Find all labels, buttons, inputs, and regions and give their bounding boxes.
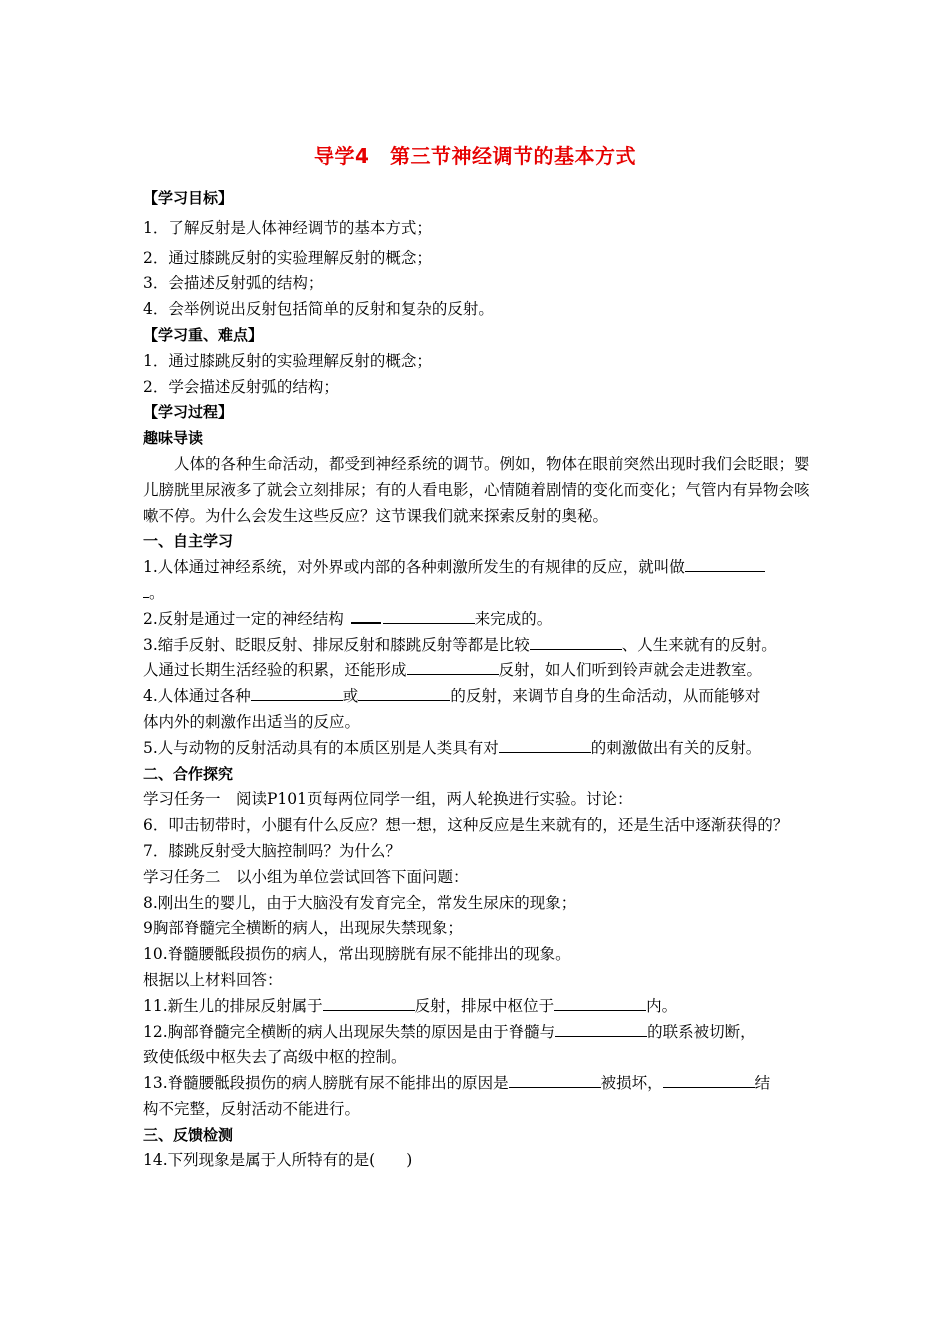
question-8: 8.刚出生的婴儿，由于大脑没有发育完全，常发生尿床的现象； [143,893,577,912]
question-7: 7．膝跳反射受大脑控制吗？为什么？ [143,841,401,860]
question-11-end: 内。 [646,996,678,1015]
answer-blank[interactable] [251,685,343,701]
dash-mark [351,612,381,624]
answer-blank[interactable] [685,556,765,572]
answer-blank[interactable] [323,995,415,1011]
question-3-cont [143,658,819,684]
key-point-item: 1．通过膝跳反射的实验理解反射的概念； [143,351,432,370]
question-3-text: 3.缩手反射、眨眼反射、排尿反射和膝跳反射等都是比较 [143,635,530,654]
question-14: 14.下列现象是属于人所特有的是( ) [143,1151,413,1170]
question-2 [143,607,819,633]
question-3-end: 反射，如人们听到铃声就会走进教室。 [498,661,763,680]
question-5-end: 的刺激做出有关的反射。 [590,738,762,757]
question-1-end: 。 [149,583,165,602]
question-13-end: 结 [754,1074,771,1093]
task-2: 学习任务二 以小组为单位尝试回答下面问题： [143,867,469,886]
goal-item: 2．通过膝跳反射的实验理解反射的概念； [143,248,432,267]
question-5 [143,736,819,762]
question-3 [143,633,819,659]
intro-heading: 趣味导读 [143,429,204,448]
question-2-text: 2.反射是通过一定的神经结构 [143,609,344,628]
question-10: 10.脊髓腰骶段损伤的病人，常出现膀胱有尿不能排出的现象。 [143,945,571,964]
worksheet-body [143,186,819,1174]
answer-blank[interactable] [358,685,450,701]
answer-prompt: 根据以上材料回答： [143,970,283,989]
process-heading: 【学习过程】 [143,403,234,422]
question-11-text: 11.新生儿的排尿反射属于 [143,996,323,1015]
question-1-cont [143,581,819,607]
intro-paragraph: 人体的各种生命活动，都受到神经系统的调节。例如，物体在眼前突然出现时我们会眨眼；婴儿膀胱里尿液多了就会立刻排尿；有的人看电影，心情随着剧情的变化而变化；气管内有异物会咳嗽不停。为什么会发生这些反应？这节课我们就来探索反射的奥秘。 [143,454,810,525]
question-12 [143,1020,819,1046]
self-study-heading: 一、自主学习 [143,532,234,551]
answer-blank[interactable] [509,1072,601,1088]
cooperation-heading: 二、合作探究 [143,764,234,783]
question-13-text: 13.脊髓腰骶段损伤的病人膀胱有尿不能排出的原因是 [143,1074,509,1093]
answer-blank[interactable] [554,995,646,1011]
question-4-or: 或 [342,687,359,706]
question-3-text2: 人通过长期生活经验的积累，还能形成 [143,661,407,680]
question-4 [143,684,819,710]
goal-item: 4．会举例说出反射包括简单的反射和复杂的反射。 [143,300,494,319]
key-points-heading: 【学习重、难点】 [143,325,264,344]
answer-blank[interactable] [499,737,591,753]
question-12-text: 12.胸部脊髓完全横断的病人出现尿失禁的原因是由于脊髓与 [143,1022,556,1041]
question-6: 6．叩击韧带时，小腿有什么反应？想一想，这种反应是生来就有的，还是生活中逐渐获得的？ [143,816,789,835]
feedback-heading: 三、反馈检测 [143,1125,234,1144]
question-1-text: 1.人体通过神经系统，对外界或内部的各种刺激所发生的有规律的反应，就叫做 [143,558,685,577]
answer-blank[interactable] [383,608,475,624]
question-11-mid: 反射，排尿中枢位于 [414,996,555,1015]
goal-item: 3．会描述反射弧的结构； [143,274,324,293]
answer-blank[interactable] [555,1021,647,1037]
question-4-mid: 的反射，来调节自身的生命活动，从而能够对 [450,687,761,706]
question-11 [143,994,819,1020]
answer-blank[interactable] [407,659,499,675]
question-1 [143,555,819,581]
answer-blank[interactable] [530,634,622,650]
goal-item: 1．了解反射是人体神经调节的基本方式； [143,218,432,237]
question-13 [143,1071,819,1097]
question-4-cont: 体内外的刺激作出适当的反应。 [143,712,361,731]
question-5-text: 5.人与动物的反射活动具有的本质区别是人类具有对 [143,738,499,757]
key-point-item: 2．学会描述反射弧的结构； [143,377,339,396]
question-4-text: 4.人体通过各种 [143,687,251,706]
goals-heading: 【学习目标】 [143,189,234,207]
question-13-cont: 构不完整，反射活动不能进行。 [143,1099,361,1118]
question-9: 9胸部脊髓完全横断的病人，出现尿失禁现象； [143,919,463,938]
question-12-cont: 致使低级中枢失去了高级中枢的控制。 [143,1048,407,1067]
page-title: 导学4 第三节神经调节的基本方式 [314,144,636,168]
answer-blank[interactable] [663,1072,755,1088]
question-12-mid: 的联系被切断， [647,1022,756,1041]
question-2-end: 来完成的。 [474,609,553,628]
question-3-mid: 、人生来就有的反射。 [621,635,777,654]
task-1: 学习任务一 阅读P101页每两位同学一组，两人轮换进行实验。讨论： [143,790,633,809]
question-13-mid: 被损坏， [600,1074,663,1093]
